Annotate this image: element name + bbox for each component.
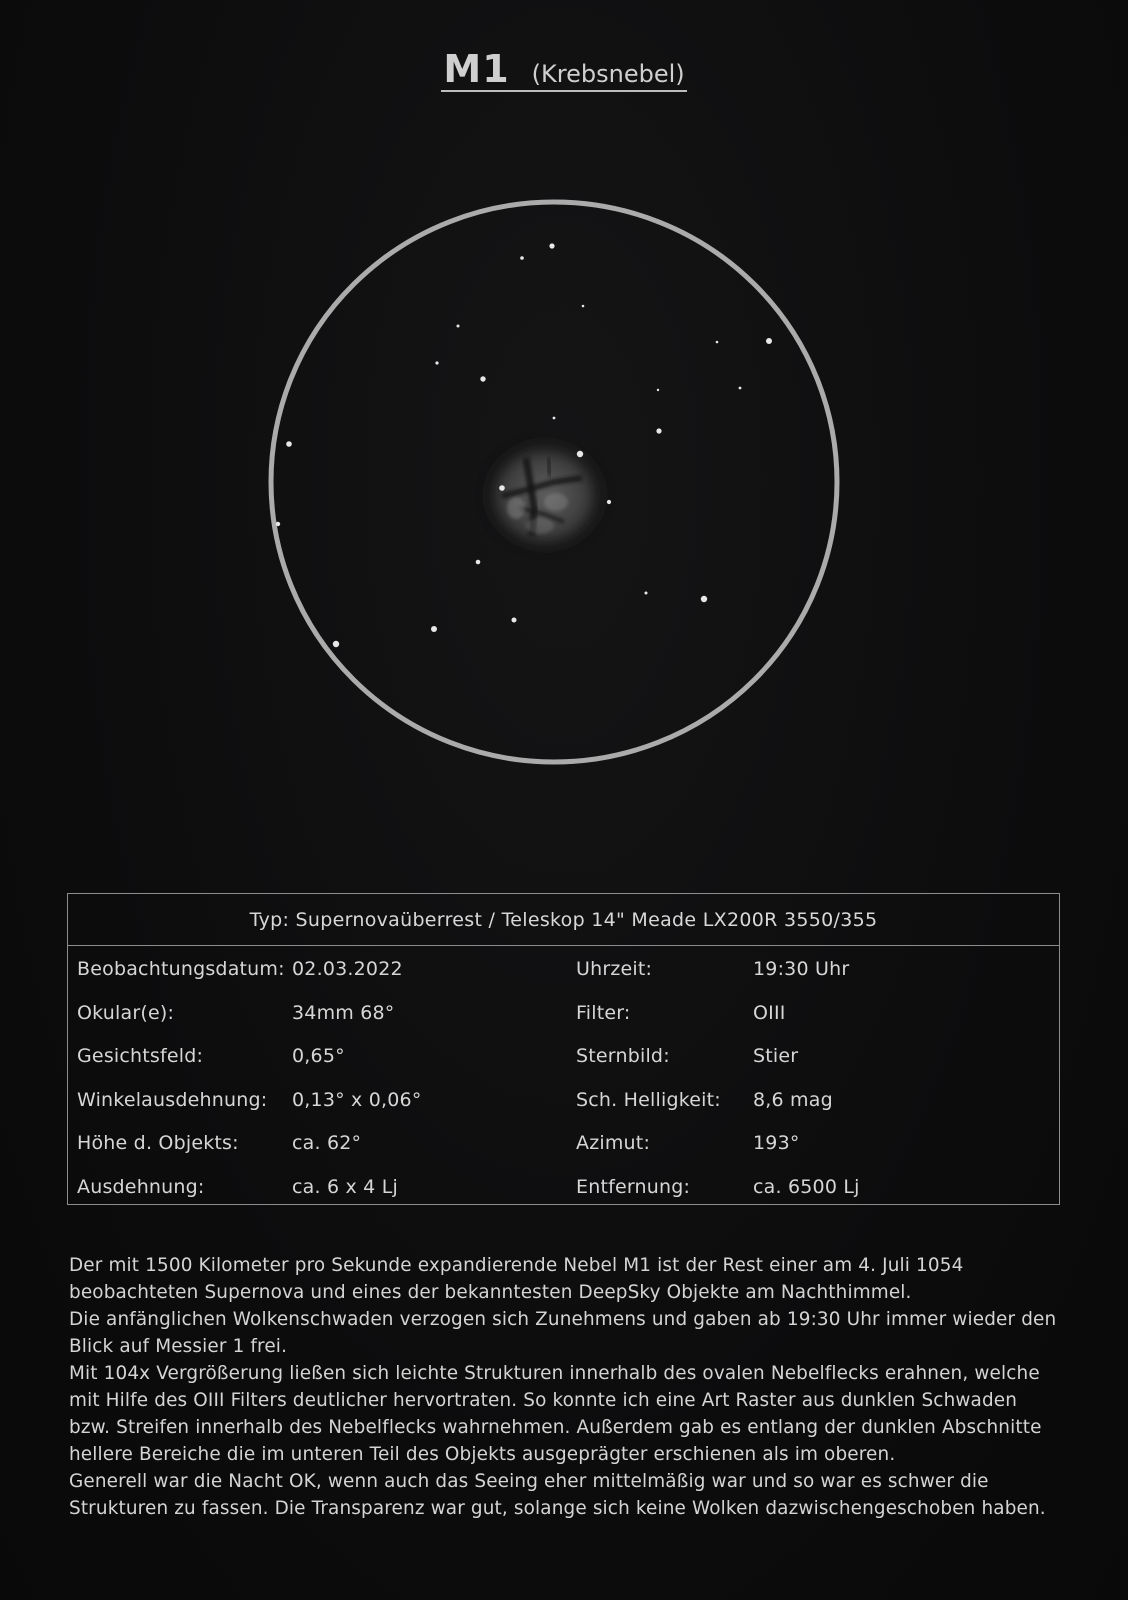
dark-filament	[548, 458, 550, 476]
star	[577, 451, 583, 457]
star	[549, 243, 554, 248]
row-label-right: Entfernung:	[576, 1175, 691, 1198]
star	[645, 592, 648, 595]
row-value-right: 19:30 Uhr	[753, 958, 850, 980]
row-value-right: ca. 6500 Lj	[753, 1175, 860, 1198]
notes-line: Strukturen zu fassen. Die Transparenz war gut, solange sich keine Wolken dazwischengeschoben haben.	[69, 1498, 1046, 1519]
star	[657, 389, 659, 391]
star	[607, 500, 611, 504]
table-row	[68, 992, 1059, 1036]
notes-line: Die anfänglichen Wolkenschwaden verzogen sich Zunehmens und gaben ab 19:30 Uhr immer wieder den	[69, 1309, 1057, 1330]
table-row	[68, 948, 1059, 992]
page-title	[0, 47, 1128, 92]
object-common-name: (Krebsnebel)	[531, 60, 685, 88]
star	[276, 522, 280, 526]
row-value-left: ca. 62°	[292, 1132, 362, 1154]
row-value-right: 8,6 mag	[753, 1088, 833, 1111]
star	[435, 361, 438, 364]
star	[739, 387, 742, 390]
star	[656, 428, 661, 433]
row-label-left: Okular(e):	[77, 1001, 175, 1024]
row-value-left: 0,13° x 0,06°	[292, 1088, 422, 1111]
row-value-left: 02.03.2022	[292, 958, 403, 980]
row-label-right: Filter:	[576, 1001, 631, 1024]
star	[333, 641, 339, 647]
row-label-right: Azimut:	[576, 1132, 651, 1154]
row-value-left: 0,65°	[292, 1045, 345, 1067]
row-label-right: Sternbild:	[576, 1045, 670, 1067]
row-value-left: 34mm 68°	[292, 1001, 395, 1024]
star	[512, 618, 517, 623]
star	[716, 341, 719, 344]
star	[476, 560, 481, 565]
row-value-right: Stier	[753, 1045, 799, 1067]
row-label-left: Höhe d. Objekts:	[77, 1132, 239, 1154]
row-label-right: Uhrzeit:	[576, 958, 653, 980]
star	[286, 441, 292, 447]
title-underline	[441, 47, 686, 92]
notes-line: Der mit 1500 Kilometer pro Sekunde expandierende Nebel M1 ist der Rest einer am 4. Juli 1054	[69, 1255, 964, 1276]
star	[499, 485, 505, 491]
row-label-left: Ausdehnung:	[77, 1175, 205, 1198]
table-body	[68, 946, 1059, 1209]
star	[457, 325, 460, 328]
table-header: Typ: Supernovaüberrest / Teleskop 14" Meade LX200R 3550/355	[68, 894, 1059, 946]
crab-nebula	[473, 429, 617, 561]
row-value-left: ca. 6 x 4 Lj	[292, 1175, 398, 1198]
star	[553, 417, 556, 420]
notes-line: hellere Bereiche die im unteren Teil des Objekts ausgeprägter erschienen als im oberen.	[69, 1444, 896, 1465]
eyepiece-field-drawing	[264, 196, 844, 768]
table-row	[68, 1122, 1059, 1166]
row-label-right: Sch. Helligkeit:	[576, 1088, 721, 1111]
star	[480, 376, 485, 381]
star	[520, 256, 524, 260]
notes-line: bzw. Streifen innerhalb des Nebelflecks wahrnehmen. Außerdem gab es entlang der dunklen Abschnitte	[69, 1417, 1042, 1438]
row-value-right: 193°	[753, 1132, 800, 1154]
star	[582, 305, 585, 308]
observation-notes	[69, 1252, 1069, 1522]
row-label-left: Gesichtsfeld:	[77, 1045, 204, 1067]
notes-line: Generell war die Nacht OK, wenn auch das Seeing eher mittelmäßig war und so war es schwer die	[69, 1471, 989, 1492]
notes-line: mit Hilfe des OIII Filters deutlicher hervortraten. So konnte ich eine Art Raster aus dunklen Schwaden	[69, 1390, 1018, 1411]
notes-line: Blick auf Messier 1 frei.	[69, 1336, 288, 1357]
star	[431, 626, 437, 632]
row-label-left: Beobachtungsdatum:	[77, 958, 285, 980]
row-label-left: Winkelausdehnung:	[77, 1088, 268, 1111]
table-row	[68, 1035, 1059, 1079]
table-row	[68, 1166, 1059, 1210]
star	[701, 596, 707, 602]
row-value-right: OIII	[753, 1001, 786, 1024]
star	[766, 338, 772, 344]
object-designation: M1	[443, 47, 510, 91]
notes-line: Mit 104x Vergrößerung ließen sich leichte Strukturen innerhalb des ovalen Nebelflecks erahnen, welche	[69, 1363, 1040, 1384]
observation-data-table	[67, 893, 1060, 1205]
table-row	[68, 1079, 1059, 1123]
notes-line: beobachteten Supernova und eines der bekanntesten DeepSky Objekte am Nachthimmel.	[69, 1282, 912, 1303]
